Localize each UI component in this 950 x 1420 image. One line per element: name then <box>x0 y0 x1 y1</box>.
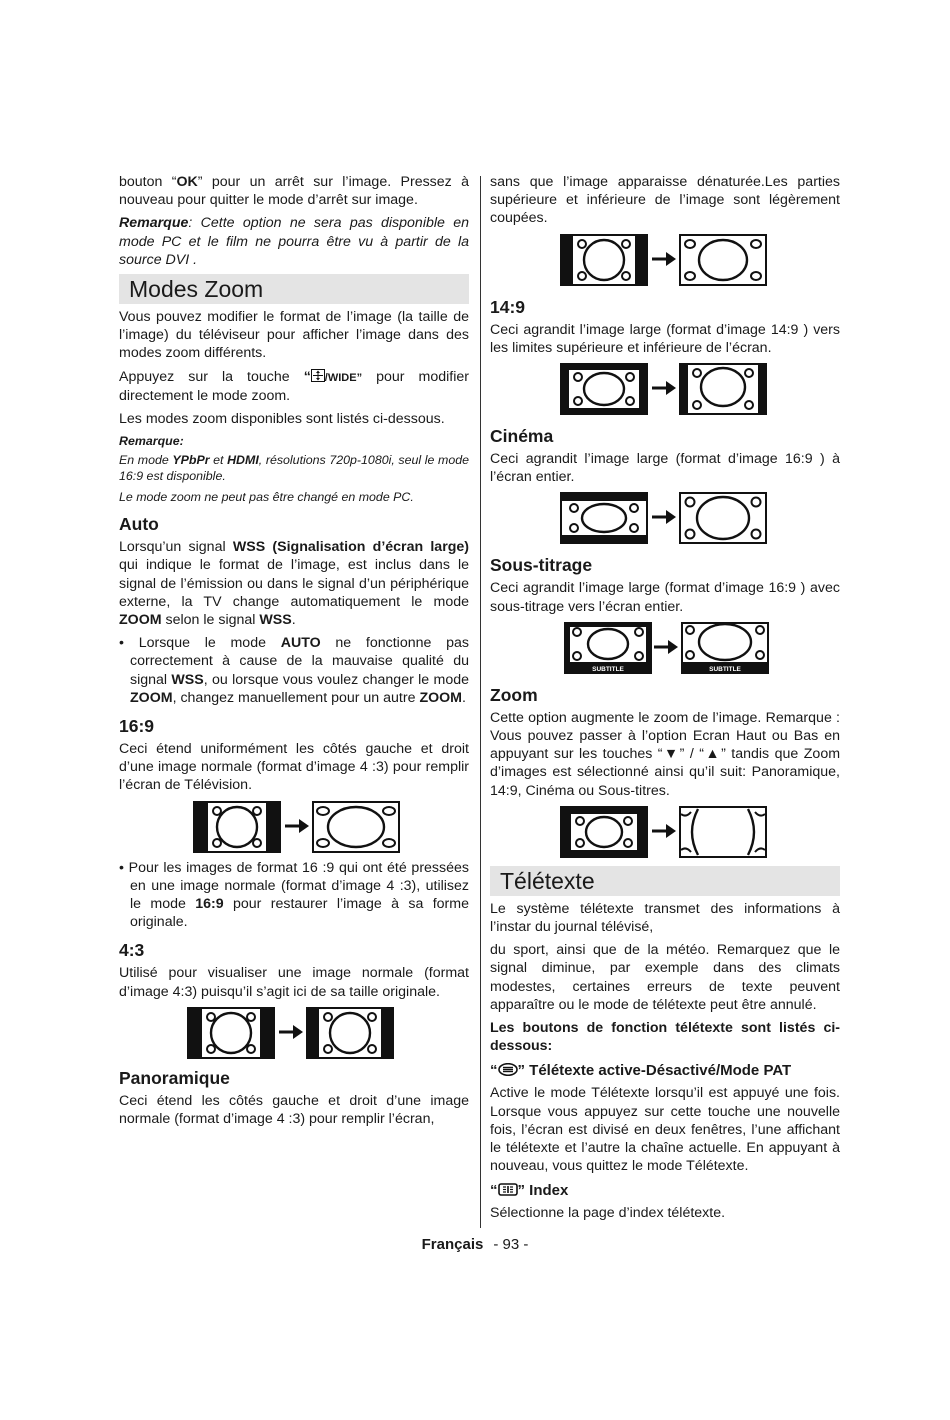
mode-43-title: 4:3 <box>119 940 145 961</box>
figure-zoom <box>490 806 840 858</box>
ok-paragraph: bouton “OK” pour un arrêt sur l’image. Pressez à nouveau pour quitter le mode d’arrêt sur image. <box>119 174 469 209</box>
cinema-paragraph: Ceci agrandit l’image large (format d’image 16:9 ) à l’écran entier. <box>490 451 840 486</box>
down-arrow-icon: ▼ <box>662 746 680 763</box>
mode-169-bullet: • Pour les images de format 16 :9 qui ont été pressées en une image normale (format d’image 4 :3), utilisez le mode 16:9 pour restaurer l’image à sa forme originale. <box>119 859 469 931</box>
mode-169-title: 16:9 <box>119 716 155 737</box>
zoom-paragraph: Cette option augmente le zoom de l’image. Remarque : Vous pouvez passer à l’option Ecran Haut ou Bas en appuyant sur les touches “▼” / “▲” tandis que Zoom d’images est sélectionné ainsi qu’il suit: Panoramique, 14:9, Cinéma ou Sous-titres. <box>490 709 841 799</box>
index-paragraph: Sélectionne la page d’index télétexte. <box>490 1205 726 1222</box>
panoramique-title: Panoramique <box>119 1067 230 1088</box>
diagram-sous-titrage <box>564 622 779 674</box>
teletext-button-icon <box>498 1063 518 1076</box>
figure-149 <box>490 363 840 415</box>
remark2-a: En mode YPbPr et HDMI, résolutions 720p-1080i, seul le mode 16:9 est disponible. <box>119 453 469 484</box>
up-arrow-icon: ▲ <box>703 746 722 763</box>
cinema-title: Cinéma <box>490 426 554 447</box>
footer-language: Français <box>421 1236 484 1253</box>
figure-169 <box>119 801 469 853</box>
sous-titrage-paragraph: Ceci agrandit l’image large (format d’image 16:9 ) avec sous-titrage vers l’écran entier. <box>490 580 840 615</box>
auto-title: Auto <box>119 514 159 535</box>
teletexte-toggle-paragraph: Active le mode Télétexte lorsqu’il est appuyé une fois. Lorsque vous appuyez sur cette touche une nouvelle fois, l’écran est divisé en deux fenêtres, l’une affichant le télétexte et l’autre la chaîne actuelle. En appuyant à nouveau, vous quittez le mode Télétexte. <box>490 1085 840 1175</box>
zoom-intro: Vous pouvez modifier le format de l’image (la taille de l’image) du téléviseur pour afficher l’image dans des modes zoom différents. <box>119 309 469 362</box>
index-button-icon <box>498 1183 518 1196</box>
sous-titrage-title: Sous-titrage <box>490 555 593 576</box>
figure-43 <box>119 1007 469 1059</box>
left-column <box>119 173 469 1133</box>
diagram-panoramique <box>560 234 775 286</box>
subtitle-label-left: SUBTITLE <box>592 665 624 673</box>
wide-key-icon <box>311 369 325 382</box>
mode-149-title: 14:9 <box>490 296 526 317</box>
zoom-title: Zoom <box>490 684 538 705</box>
remark2-label: Remarque: <box>119 434 184 449</box>
remark2-b: Le mode zoom ne peut pas être changé en mode PC. <box>119 490 414 505</box>
wide-key-paragraph: Appuyez sur la touche “ /WIDE” pour modifier directement le mode zoom. <box>119 368 469 404</box>
page-footer <box>0 1236 950 1253</box>
diagram-cinema <box>560 492 775 544</box>
teletexte-toggle-heading: “ ” Télétexte active-Désactivé/Mode PAT <box>490 1062 792 1080</box>
mode-43-paragraph: Utilisé pour visualiser une image normale (format d’image 4:3) puisqu’il s’agit ici de sa taille originale. <box>119 965 469 1000</box>
column-divider <box>480 176 481 1228</box>
mode-169-paragraph: Ceci étend uniformément les côtés gauche et droit d’une image normale (format d’image 4 :3) pour remplir l’écran de Télévision. <box>119 741 469 794</box>
diagram-149 <box>560 363 775 415</box>
panoramique-paragraph: Ceci étend les côtés gauche et droit d’une image normale (format d’image 4 :3) pour remplir l’écran, <box>119 1092 469 1128</box>
teletexte-paragraph: du sport, ainsi que de la météo. Remarquez que le signal diminue, par exemple dans des climats modestes, certaines erreurs de texte peuvent apparaître ou le mode de télétexte peut être annulé. <box>490 942 840 1013</box>
auto-paragraph: Lorsqu’un signal WSS (Signalisation d’écran large) qui indique le format de l’image, est inclus dans le signal de l’émission ou dans le signal d’un périphérique externe, la TV change automatiquement le mode ZOOM selon le signal WSS. <box>119 539 469 629</box>
right-column <box>490 173 840 1228</box>
teletexte-intro: Le système télétexte transmet des informations à l’instar du journal télévisé, <box>490 900 840 936</box>
page-number: - 93 - <box>493 1236 529 1253</box>
diagram-169 <box>193 801 408 853</box>
remark-paragraph: Remarque: Cette option ne sera pas disponible en mode PC et le film ne pourra être vu à partir de la source DVI . <box>119 215 469 268</box>
figure-panoramique <box>490 234 840 286</box>
zoom-modes-list-intro: Les modes zoom disponibles sont listés ci-dessous. <box>119 411 445 428</box>
section-title-modes-zoom: Modes Zoom <box>119 274 469 304</box>
auto-bullet: • Lorsque le mode AUTO ne fonctionne pas correctement à cause de la mauvaise qualité du signal WSS, ou lorsque vous voulez changer le mode ZOOM, changez manuellement pour un autre ZOOM. <box>119 635 469 706</box>
panoramique-continued: sans que l’image apparaisse dénaturée.Les parties supérieure et inférieure de l’image sont légèrement coupées. <box>490 174 840 227</box>
diagram-43 <box>187 1007 402 1059</box>
subtitle-label-right: SUBTITLE <box>709 665 741 673</box>
mode-149-paragraph: Ceci agrandit l’image large (format d’image 14:9 ) vers les limites supérieure et inférieure de l’écran. <box>490 321 840 356</box>
section-title-teletexte: Télétexte <box>490 866 840 896</box>
index-heading: “ ” Index <box>490 1182 569 1200</box>
diagram-zoom <box>560 806 775 858</box>
figure-sous-titrage <box>490 622 840 674</box>
teletexte-buttons-intro: Les boutons de fonction télétexte sont listés ci-dessous: <box>490 1020 840 1055</box>
figure-cinema <box>490 492 840 544</box>
